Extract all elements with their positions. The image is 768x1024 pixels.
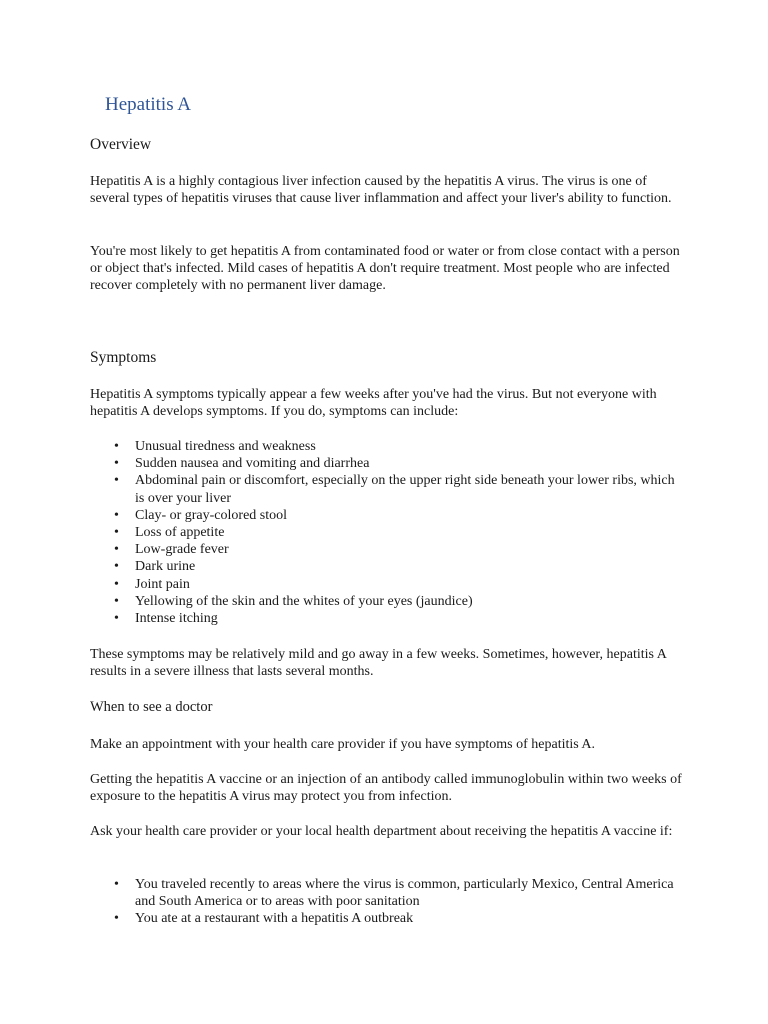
list-item: • Loss of appetite <box>114 525 225 541</box>
overview-paragraph-2: You're most likely to get hepatitis A from contaminated food or water or from close contact with a person or object that's infected. Mild cases of hepatitis A don't require treatment. Most people who are infected recover completely with no permanent liver damage. <box>90 244 680 294</box>
symptoms-list <box>90 438 682 627</box>
bullet-icon: • <box>114 877 119 892</box>
bullet-icon: • <box>114 456 119 472</box>
bullet-icon: • <box>114 559 119 575</box>
list-item: • You ate at a restaurant with a hepatitis A outbreak <box>114 911 414 927</box>
list-item: • You traveled recently to areas where the virus is common, particularly Mexico, Central America and South America or to areas with poor sanitation <box>114 877 674 910</box>
list-item: • Unusual tiredness and weakness <box>114 439 316 454</box>
bullet-icon: • <box>114 576 119 592</box>
bullet-icon: • <box>114 542 119 558</box>
symptoms-outro: These symptoms may be relatively mild and go away in a few weeks. Sometimes, however, hepatitis A results in a severe illness that lasts several months. <box>90 647 667 680</box>
overview-heading: Overview <box>90 136 152 153</box>
bullet-icon: • <box>114 439 119 454</box>
bullet-icon: • <box>114 473 119 489</box>
list-item: • Abdominal pain or discomfort, especially on the upper right side beneath your lower ribs, which is over your liver <box>114 473 675 506</box>
bullet-icon: • <box>114 525 119 541</box>
symptoms-heading: Symptoms <box>90 349 157 366</box>
vaccine-conditions-list <box>90 876 682 928</box>
list-item: • Intense itching <box>114 611 218 627</box>
bullet-icon: • <box>114 593 119 609</box>
list-item: • Clay- or gray-colored stool <box>114 507 288 523</box>
page-title: Hepatitis A <box>105 94 192 115</box>
list-item: • Joint pain <box>114 576 190 592</box>
list-item: • Yellowing of the skin and the whites of your eyes (jaundice) <box>114 593 473 609</box>
list-item: • Dark urine <box>114 559 196 575</box>
list-item: • Low-grade fever <box>114 542 229 558</box>
doctor-heading: When to see a doctor <box>90 699 213 715</box>
symptoms-intro: Hepatitis A symptoms typically appear a few weeks after you've had the virus. But not everyone with hepatitis A develops symptoms. If you do, symptoms can include: <box>90 387 657 420</box>
list-item: • Sudden nausea and vomiting and diarrhea <box>114 456 370 472</box>
doctor-paragraph-3: Ask your health care provider or your local health department about receiving the hepatitis A vaccine if: <box>90 824 673 839</box>
overview-paragraph-1: Hepatitis A is a highly contagious liver infection caused by the hepatitis A virus. The virus is one of several types of hepatitis viruses that cause liver inflammation and affect your liver's ability to function. <box>90 174 672 207</box>
doctor-paragraph-2: Getting the hepatitis A vaccine or an injection of an antibody called immunoglobulin within two weeks of exposure to the hepatitis A virus may protect you from infection. <box>90 772 682 805</box>
bullet-icon: • <box>114 611 119 627</box>
bullet-icon: • <box>114 911 119 927</box>
bullet-icon: • <box>114 507 119 523</box>
doctor-paragraph-1: Make an appointment with your health care provider if you have symptoms of hepatitis A. <box>90 737 596 752</box>
